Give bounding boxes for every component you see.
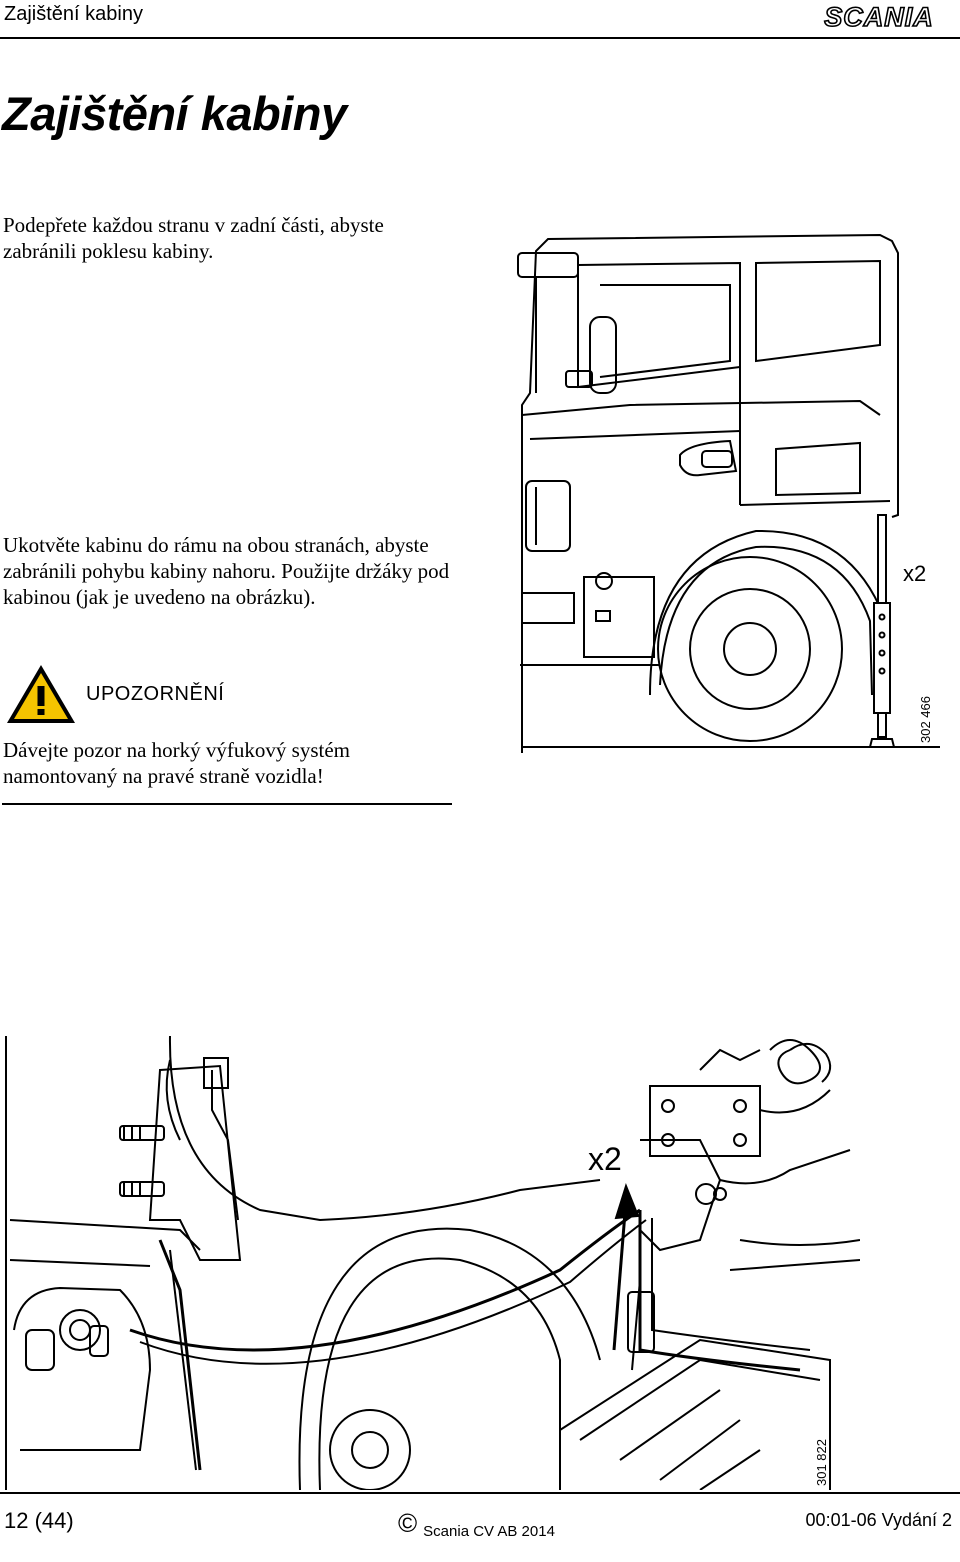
- instruction-anchor: Ukotvěte kabinu do rámu na obou stranách, abyste zabránili pohybu kabiny nahoru. Použijte držáky pod kabinou (jak je uvedeno na obrázku).: [3, 533, 450, 609]
- warning-label: UPOZORNĚNÍ: [86, 683, 225, 705]
- cab-anchor-strap-illustration: [0, 1030, 860, 1495]
- header-section-title: Zajištění kabiny: [4, 3, 143, 25]
- scania-logo-text: SCANIA: [824, 2, 934, 32]
- copyright: [398, 1508, 555, 1540]
- copyright-text: Scania CV AB 2014: [423, 1523, 555, 1540]
- fig1-ref: 302 466: [918, 696, 933, 743]
- instruction-support: Podepřete každou stranu v zadní části, abyste zabránili poklesu kabiny.: [3, 213, 384, 263]
- warning-text: Dávejte pozor na horký výfukový systém namontovaný na pravé straně vozidla!: [3, 738, 351, 788]
- fig2-quantity: x2: [588, 1141, 622, 1177]
- footer-divider: [0, 1492, 960, 1494]
- warning-icon: [4, 662, 78, 731]
- fig2-ref: 301 822: [814, 1439, 829, 1486]
- page-number: 12 (44): [4, 1508, 74, 1533]
- scania-logo: [804, 2, 954, 37]
- cab-support-illustration: [500, 225, 960, 770]
- document-id: 00:01-06 Vydání 2: [805, 1510, 952, 1530]
- header-divider: [0, 37, 960, 39]
- copyright-symbol: ©: [398, 1508, 418, 1538]
- page-title: Zajištění kabiny: [2, 87, 347, 140]
- warning-divider: [2, 803, 452, 805]
- fig1-quantity: x2: [903, 561, 927, 586]
